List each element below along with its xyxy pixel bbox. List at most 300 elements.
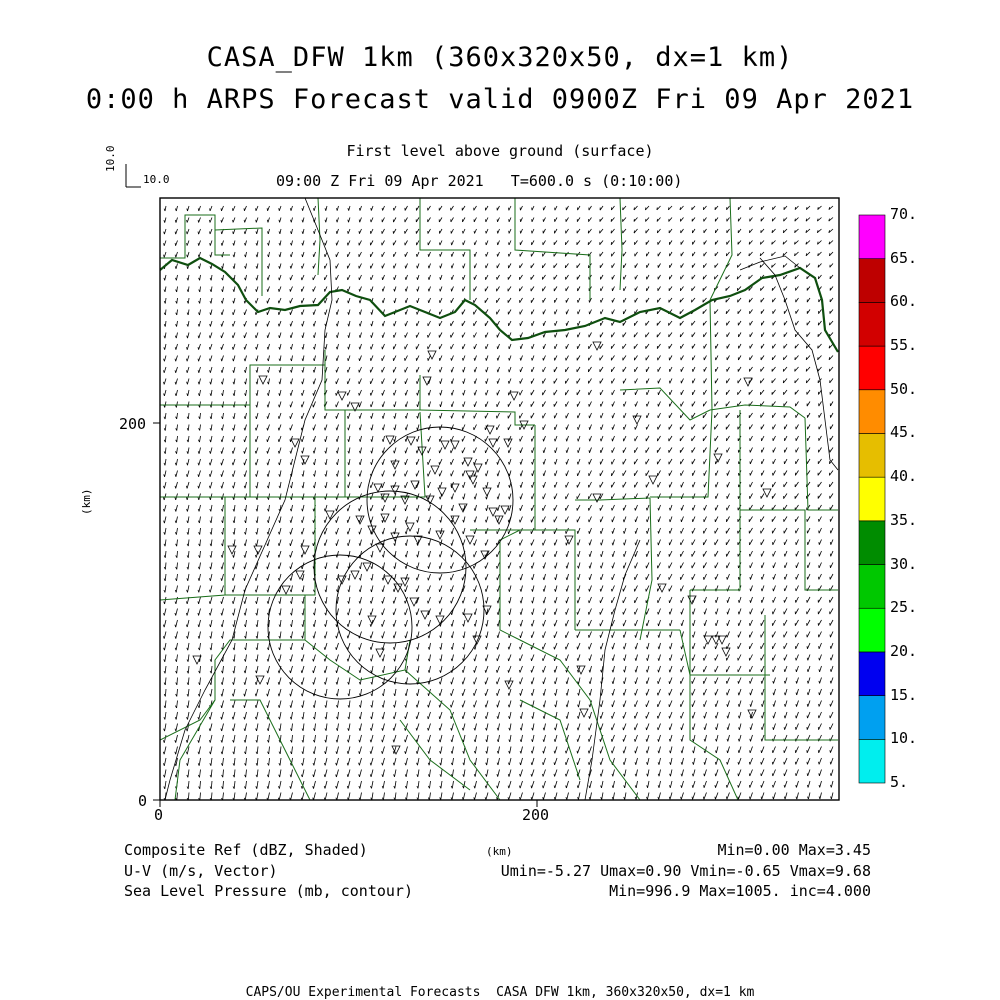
wind-vector	[267, 563, 269, 570]
wind-vector	[693, 356, 695, 361]
wind-vector	[693, 620, 695, 626]
wind-vector	[233, 333, 235, 339]
wind-vector	[199, 471, 201, 477]
wind-vector	[784, 643, 787, 649]
wind-vector-head	[256, 359, 257, 362]
wind-vector-head	[474, 393, 475, 396]
wind-vector	[658, 287, 661, 291]
wind-vector	[405, 471, 407, 477]
wind-vector-head	[405, 451, 406, 454]
wind-vector-head	[462, 601, 463, 604]
wind-vector-head	[497, 531, 498, 534]
wind-vector-head	[531, 670, 532, 673]
wind-vector	[531, 413, 534, 418]
wind-vector	[302, 655, 304, 662]
wind-vector	[394, 275, 396, 280]
wind-vector-head	[382, 439, 383, 442]
wind-vector-head	[578, 566, 579, 569]
wind-vector	[245, 482, 246, 488]
wind-vector	[566, 390, 569, 395]
wind-vector	[716, 471, 718, 476]
wind-vector-head	[279, 486, 280, 488]
wind-vector	[268, 551, 270, 558]
wind-vector	[394, 632, 396, 639]
wind-vector	[728, 609, 730, 615]
wind-vector	[361, 689, 362, 696]
wind-vector	[360, 655, 362, 662]
wind-vector	[705, 609, 707, 615]
wind-vector	[509, 264, 512, 269]
wind-vector	[750, 448, 752, 453]
wind-vector	[200, 436, 201, 442]
wind-vector-head	[245, 255, 246, 257]
wind-vector	[750, 540, 753, 545]
wind-vector	[451, 586, 453, 592]
wind-vector	[738, 321, 741, 325]
wind-vector	[819, 517, 822, 522]
wind-vector	[715, 551, 718, 557]
wind-vector-head	[278, 428, 279, 431]
wind-vector	[257, 517, 258, 523]
wind-vector	[532, 436, 534, 441]
wind-vector	[440, 367, 442, 372]
wind-vector	[590, 678, 591, 684]
wind-vector-head	[221, 682, 222, 684]
wind-vector	[372, 459, 374, 465]
wind-vector-head	[198, 359, 199, 362]
wind-vector	[290, 310, 292, 315]
wind-vector	[269, 620, 270, 627]
wind-vector-head	[336, 324, 337, 326]
wind-vector-head	[233, 613, 234, 616]
wind-vector	[521, 482, 523, 488]
wind-vector-head	[302, 266, 303, 269]
wind-vector-head	[256, 486, 257, 488]
wind-vector-head	[244, 312, 245, 315]
wind-vector-head	[624, 658, 625, 660]
wind-vector-head	[255, 463, 256, 466]
wind-vector	[371, 390, 373, 396]
wind-vector	[429, 505, 431, 511]
wind-vector	[555, 448, 557, 453]
wind-vector	[211, 655, 212, 662]
wind-vector	[199, 356, 201, 362]
wind-vector	[498, 494, 500, 500]
wind-vector-head	[233, 521, 234, 523]
wind-vector-head	[555, 601, 556, 604]
wind-vector	[509, 666, 512, 673]
wind-vector	[302, 448, 304, 454]
wind-vector-head	[163, 625, 164, 628]
wind-vector	[165, 413, 166, 419]
wind-vector-head	[198, 324, 199, 326]
wind-vector-head	[325, 567, 326, 569]
wind-vector	[624, 551, 626, 557]
wind-vector-head	[221, 636, 222, 638]
wind-vector-head	[497, 450, 498, 453]
wind-vector	[796, 528, 799, 533]
wind-vector	[210, 367, 212, 373]
wind-vector	[693, 471, 695, 476]
wind-vector	[704, 643, 706, 649]
wind-vector-head	[325, 428, 326, 431]
wind-vector	[337, 482, 339, 488]
wind-vector	[222, 218, 224, 223]
wind-vector-head	[325, 590, 326, 592]
wind-vector-head	[462, 555, 463, 558]
wind-vector-head	[336, 532, 337, 535]
wind-vector-head	[440, 289, 441, 292]
wind-vector	[796, 436, 798, 441]
wind-vector	[520, 655, 523, 662]
wind-vector	[577, 356, 580, 361]
wind-vector	[784, 494, 787, 499]
wind-vector	[635, 620, 637, 626]
wind-vector	[257, 655, 258, 662]
wind-vector-head	[232, 601, 233, 604]
wind-vector	[245, 344, 247, 350]
wind-vector-head	[278, 567, 279, 570]
wind-vector-head	[290, 301, 291, 304]
wind-vector	[693, 517, 695, 522]
wind-vector	[383, 459, 385, 465]
wind-vector	[487, 505, 489, 511]
wind-vector-head	[806, 265, 807, 268]
wind-vector	[532, 367, 534, 372]
wind-vector	[188, 459, 190, 465]
wind-vector-head	[348, 324, 349, 327]
wind-vector-head	[324, 509, 325, 512]
wind-vector	[302, 321, 304, 326]
wind-vector-head	[221, 474, 222, 477]
wind-vector-head	[382, 474, 383, 477]
wind-vector-head	[325, 347, 326, 350]
wind-vector-head	[670, 624, 671, 627]
wind-vector-head	[267, 393, 268, 395]
wind-vector	[772, 517, 775, 522]
wind-vector-head	[600, 531, 601, 534]
wind-vector-head	[233, 266, 234, 268]
wind-vector	[441, 655, 442, 662]
wind-vector	[211, 551, 212, 558]
wind-vector	[795, 609, 798, 615]
wind-vector	[784, 471, 787, 476]
wind-vector-head	[566, 427, 567, 430]
wind-vector-head	[796, 681, 797, 684]
wind-vector	[807, 609, 810, 615]
wind-vector	[681, 275, 684, 279]
wind-vector	[625, 666, 627, 672]
wind-vector	[405, 229, 408, 234]
wind-vector	[210, 356, 212, 362]
wind-vector	[268, 344, 270, 350]
wind-vector-head	[233, 301, 234, 304]
wind-vector	[578, 436, 580, 441]
wind-vector	[647, 413, 649, 418]
wind-vector	[302, 436, 304, 442]
wind-vector-head	[543, 635, 544, 638]
wind-vector	[428, 321, 431, 326]
wind-vector	[659, 505, 661, 510]
wind-vector	[474, 206, 477, 210]
wind-vector	[532, 505, 534, 511]
wind-vector	[303, 609, 304, 616]
wind-vector	[269, 367, 270, 373]
wind-vector	[567, 425, 569, 430]
wind-vector	[383, 287, 385, 292]
wind-vector	[325, 678, 327, 685]
wind-vector-head	[245, 266, 246, 268]
wind-vector	[589, 620, 592, 626]
wind-vector-head	[359, 578, 360, 580]
wind-vector-head	[291, 370, 292, 372]
wind-vector	[176, 632, 178, 639]
wind-vector	[245, 367, 246, 373]
wind-vector	[566, 482, 569, 488]
wind-vector	[623, 333, 626, 338]
wind-vector	[280, 390, 281, 396]
wind-vector	[177, 436, 178, 442]
wind-vector	[383, 402, 385, 408]
wind-vector	[566, 494, 569, 500]
wind-vector-head	[566, 462, 567, 465]
wind-vector	[439, 459, 442, 465]
wind-vector	[349, 436, 350, 442]
wind-vector-head	[337, 208, 338, 210]
wind-vector	[256, 436, 258, 442]
wind-vector-head	[612, 543, 613, 546]
wind-vector-head	[394, 647, 395, 650]
wind-vector-head	[359, 567, 360, 569]
wind-vector-head	[325, 474, 326, 476]
wind-vector	[589, 402, 591, 407]
wind-vector	[245, 425, 247, 431]
wind-vector	[406, 287, 407, 292]
wind-vector	[211, 298, 212, 303]
wind-vector	[372, 310, 373, 315]
wind-vector-head	[474, 347, 475, 350]
wind-vector	[624, 655, 626, 661]
wind-vector	[371, 356, 373, 361]
wind-vector	[658, 494, 660, 499]
wind-vector	[292, 356, 293, 362]
wind-vector	[463, 264, 465, 269]
wind-vector	[475, 402, 477, 407]
wind-vector	[509, 459, 511, 465]
wind-vector	[578, 655, 580, 661]
wind-vector	[727, 379, 730, 384]
wind-vector	[245, 471, 247, 477]
wind-vector	[257, 229, 258, 234]
wind-vector	[222, 448, 224, 454]
wind-vector	[405, 356, 408, 361]
wind-vector-head	[485, 670, 486, 673]
wind-vector-head	[245, 382, 246, 384]
wind-vector	[623, 321, 626, 326]
wind-vector	[257, 356, 258, 362]
wind-vector-head	[198, 220, 199, 223]
wind-vector	[773, 333, 776, 337]
wind-vector	[290, 551, 292, 558]
wind-vector-head	[301, 532, 302, 535]
wind-vector	[188, 655, 189, 662]
wind-vector-head	[382, 613, 383, 616]
wind-vector-head	[486, 601, 487, 604]
wind-vector	[486, 666, 488, 673]
wind-vector-head	[509, 370, 510, 373]
wind-vector	[200, 643, 201, 650]
wind-vector	[210, 609, 212, 616]
wind-vector-head	[646, 554, 647, 557]
wind-vector	[314, 344, 315, 349]
wind-vector-head	[589, 439, 590, 442]
wind-vector	[188, 574, 189, 581]
wind-vector	[486, 367, 488, 372]
wind-vector-head	[336, 393, 337, 396]
wind-vector	[383, 425, 384, 431]
wind-vector	[497, 563, 500, 569]
wind-vector	[600, 367, 603, 372]
wind-vector-head	[382, 405, 383, 408]
wind-vector	[693, 367, 695, 372]
wind-vector-head	[199, 266, 200, 268]
wind-vector-head	[302, 590, 303, 592]
wind-vector	[589, 505, 592, 511]
wind-vector	[222, 620, 223, 627]
wind-vector	[533, 586, 535, 592]
wind-vector-head	[336, 474, 337, 477]
wind-vector-head	[382, 520, 383, 523]
wind-vector-head	[761, 565, 762, 568]
wind-vector	[727, 459, 729, 464]
wind-vector-head	[186, 625, 187, 627]
wind-vector	[279, 321, 281, 326]
wind-vector	[475, 517, 477, 523]
wind-vector-head	[485, 682, 486, 685]
wind-vector	[406, 505, 408, 511]
wind-vector	[715, 402, 718, 407]
wind-vector-head	[647, 531, 648, 534]
wind-vector	[726, 528, 729, 533]
wind-vector-head	[244, 301, 245, 304]
wind-vector	[612, 586, 615, 592]
wind-vector	[223, 390, 224, 396]
wind-vector-head	[210, 370, 211, 373]
wind-vector-head	[520, 589, 521, 591]
wind-vector-head	[302, 474, 303, 476]
wind-vector	[509, 241, 511, 245]
wind-vector	[807, 528, 810, 533]
wind-vector-head	[290, 636, 291, 638]
wind-vector	[348, 390, 350, 396]
wind-vector	[303, 356, 304, 362]
wind-vector	[383, 321, 385, 326]
wind-vector-head	[382, 289, 383, 292]
wind-vector	[554, 528, 557, 534]
wind-vector	[439, 333, 442, 338]
wind-vector-head	[830, 542, 831, 545]
wind-vector-head	[784, 681, 785, 684]
wind-vector-head	[324, 671, 325, 674]
wind-vector	[727, 574, 729, 580]
wind-vector	[418, 402, 419, 407]
wind-vector	[658, 574, 661, 580]
wind-vector	[738, 517, 741, 522]
wind-vector-head	[474, 578, 475, 581]
wind-vector	[738, 666, 741, 672]
wind-vector-head	[302, 613, 303, 615]
wind-vector	[774, 678, 776, 684]
wind-vector	[268, 425, 270, 431]
wind-vector-head	[531, 658, 532, 661]
wind-vector-head	[233, 393, 234, 395]
wind-vector-head	[509, 462, 510, 465]
wind-vector	[360, 310, 361, 315]
wind-vector	[372, 448, 373, 454]
wind-vector	[359, 229, 361, 234]
wind-vector	[475, 252, 477, 257]
wind-vector	[520, 390, 523, 395]
wind-vector	[634, 459, 637, 464]
wind-vector-head	[497, 624, 498, 627]
wind-vector	[543, 540, 546, 546]
wind-vector-head	[784, 577, 785, 580]
wind-vector-head	[187, 209, 188, 212]
wind-vector	[349, 321, 350, 326]
wind-vector-head	[531, 624, 532, 627]
wind-vector-head	[324, 636, 325, 639]
wind-vector	[372, 321, 373, 326]
wind-vector	[371, 264, 373, 269]
wind-vector	[234, 609, 236, 616]
wind-vector	[521, 459, 523, 465]
wind-vector-head	[508, 381, 509, 384]
wind-vector	[715, 390, 718, 395]
wind-vector	[475, 367, 477, 372]
wind-vector-head	[531, 566, 532, 569]
wind-vector	[658, 597, 661, 603]
wind-vector	[555, 333, 557, 338]
wind-vector	[234, 379, 235, 385]
wind-vector-head	[670, 519, 671, 522]
wind-vector	[336, 655, 338, 662]
wind-vector	[624, 540, 626, 546]
wind-vector-head	[474, 601, 475, 604]
wind-vector	[336, 275, 338, 280]
wind-vector-head	[232, 336, 233, 339]
wind-vector	[382, 379, 384, 384]
wind-vector	[246, 379, 247, 385]
wind-vector	[590, 551, 592, 557]
wind-vector	[165, 678, 166, 685]
wind-vector	[176, 379, 178, 385]
wind-vector	[418, 425, 420, 431]
wind-vector	[256, 287, 258, 292]
wind-vector-head	[267, 405, 268, 408]
wind-vector	[543, 505, 546, 511]
wind-vector-head	[187, 648, 188, 650]
wind-vector-head	[371, 555, 372, 557]
wind-vector-head	[428, 266, 429, 269]
wind-vector	[302, 287, 304, 292]
wind-vector-head	[394, 301, 395, 304]
wind-vector-head	[175, 255, 176, 258]
wind-vector	[773, 310, 776, 314]
wind-vector	[531, 252, 534, 256]
wind-vector-head	[221, 243, 222, 246]
wind-vector-head	[416, 578, 417, 581]
wind-vector	[624, 402, 626, 407]
